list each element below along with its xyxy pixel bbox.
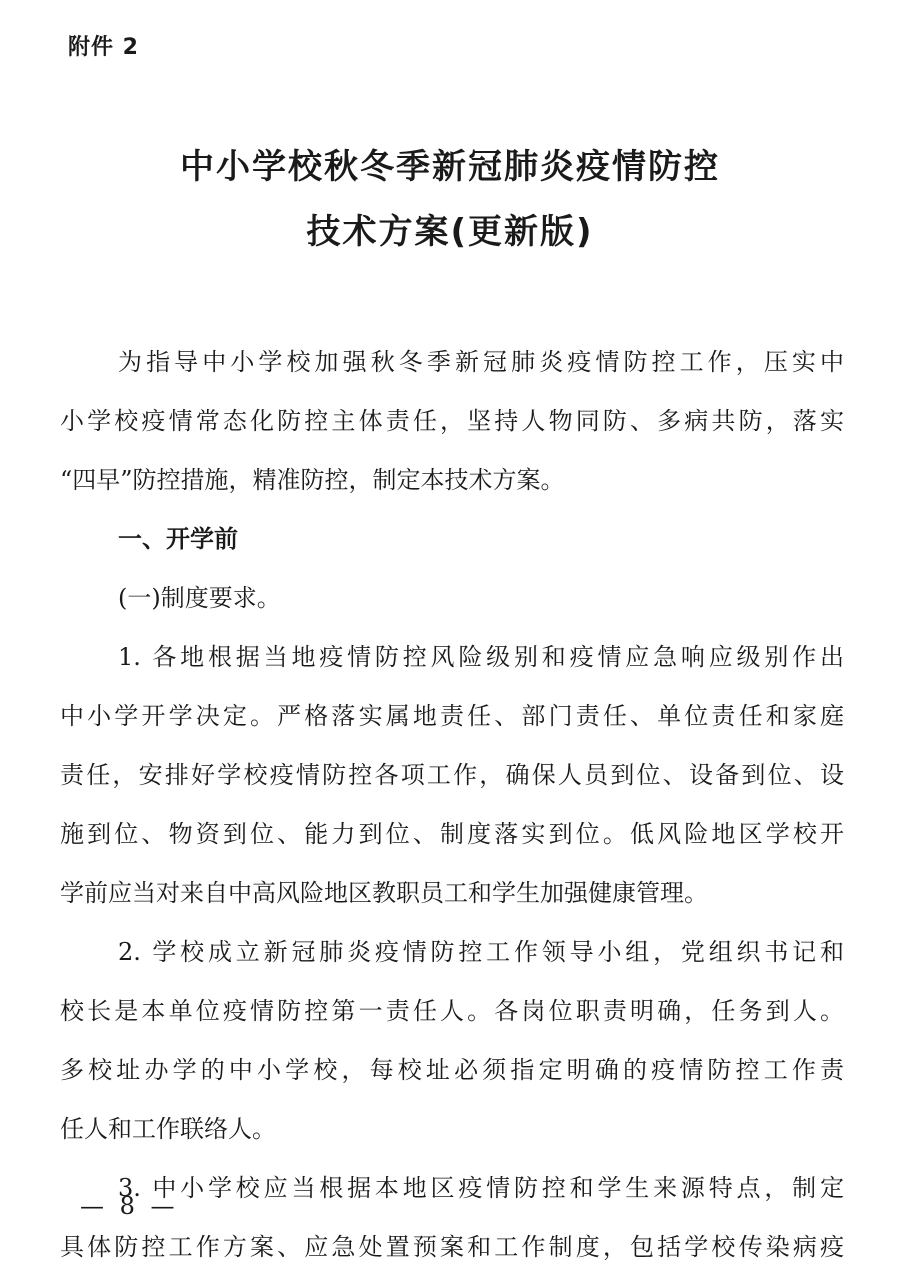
paragraph-line: 具体防控工作方案、应急处置预案和工作制度，包括学校传染病疫 — [60, 1233, 844, 1261]
section-heading: 一、开学前 — [118, 525, 238, 553]
paragraph-line: 1. 各地根据当地疫情防控风险级别和疫情应急响应级别作出 — [118, 643, 844, 671]
attachment-label: 附件 2 — [68, 35, 139, 60]
document-body — [60, 333, 844, 1277]
document-title-line-1: 中小学校秋冬季新冠肺炎疫情防控 — [180, 147, 720, 187]
paragraph-line: 任人和工作联络人。 — [60, 1115, 276, 1143]
sub-heading: (一)制度要求。 — [118, 584, 281, 612]
paragraph-line: 中小学开学决定。严格落实属地责任、部门责任、单位责任和家庭 — [60, 702, 844, 730]
page-number: — 8 — — [80, 1192, 179, 1220]
paragraph-line: 校长是本单位疫情防控第一责任人。各岗位职责明确，任务到人。 — [60, 997, 844, 1025]
document-title-line-2: 技术方案(更新版) — [306, 212, 594, 252]
paragraph-line: 3. 中小学校应当根据本地区疫情防控和学生来源特点，制定 — [118, 1174, 844, 1202]
intro-paragraph-line: 小学校疫情常态化防控主体责任，坚持人物同防、多病共防，落实 — [60, 407, 844, 435]
paragraph-line: 学前应当对来自中高风险地区教职员工和学生加强健康管理。 — [60, 879, 708, 907]
paragraph-line: 责任，安排好学校疫情防控各项工作，确保人员到位、设备到位、设 — [60, 761, 844, 789]
paragraph-line: 2. 学校成立新冠肺炎疫情防控工作领导小组，党组织书记和 — [118, 938, 844, 966]
intro-paragraph-line: 为指导中小学校加强秋冬季新冠肺炎疫情防控工作，压实中 — [118, 348, 844, 376]
paragraph-line: 多校址办学的中小学校，每校址必须指定明确的疫情防控工作责 — [60, 1056, 844, 1084]
paragraph-line: 施到位、物资到位、能力到位、制度落实到位。低风险地区学校开 — [60, 820, 844, 848]
intro-paragraph-line: “四早”防控措施，精准防控，制定本技术方案。 — [60, 466, 565, 494]
